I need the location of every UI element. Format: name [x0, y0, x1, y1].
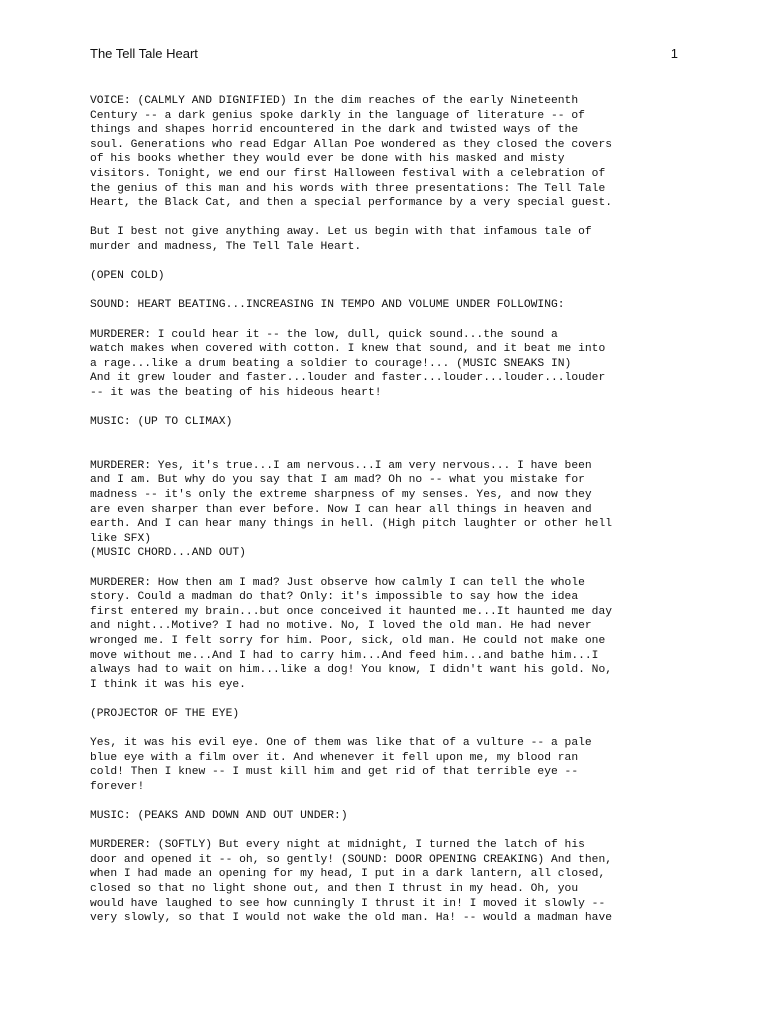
- page-number: 1: [670, 46, 678, 61]
- script-body: [90, 94, 690, 940]
- paragraph-evil-eye: Yes, it was his evil eye. One of them was like that of a vulture -- a pale blue eye with a film over it. And whenever it fell upon me, my blood ran cold! Then I knew -- I must kill him and get rid of that terrible eye -- forever!: [90, 737, 592, 793]
- paragraph-voice-intro: VOICE: (CALMLY AND DIGNIFIED) In the dim reaches of the early Nineteenth Century -- a dark genius spoke darkly in the language of literature -- of things and shapes horrid encountered in the dark and twisted ways of the soul. Generations who read Edgar Allan Poe wondered as they closed the covers of his books whether they would ever be done with his masked and misty visitors. Tonight, we end our first Halloween festival with a celebration of the genius of this man and his words with three presentations: The Tell Tale Heart, the Black Cat, and then a special performance by a very special guest.: [90, 95, 613, 210]
- stage-direction-open-cold: (OPEN COLD): [90, 270, 165, 283]
- sound-cue-heart-beating: SOUND: HEART BEATING...INCREASING IN TEMPO AND VOLUME UNDER FOLLOWING:: [90, 299, 565, 312]
- paragraph-murderer-1: MURDERER: I could hear it -- the low, dull, quick sound...the sound a watch makes when covered with cotton. I knew that sound, and it beat me into a rage...like a drum beating a soldier to courage!... (MUSIC SNEAKS IN) And it grew louder and faster...louder and faster...louder...louder...louder -- it was the beating of his hideous heart!: [90, 328, 606, 399]
- music-cue-up-to-climax: MUSIC: (UP TO CLIMAX): [90, 416, 233, 429]
- music-cue-peaks: MUSIC: (PEAKS AND DOWN AND OUT UNDER:): [90, 810, 348, 823]
- stage-direction-projector: (PROJECTOR OF THE EYE): [90, 707, 240, 720]
- paragraph-voice-continue: But I best not give anything away. Let us begin with that infamous tale of murder and madness, The Tell Tale Heart.: [90, 226, 592, 253]
- paragraph-murderer-3: MURDERER: How then am I mad? Just observe how calmly I can tell the whole story. Could a madman do that? Only: it's impossible to say how the idea first entered my brain...but once conceived it haunted me...It haunted me day and night...Motive? I had no motive. No, I loved the old man. He had never wronged me. I felt sorry for him. Poor, sick, old man. He could not make one move without me...And I had to carry him...And feed him...and bathe him...I always had to wait on him...like a dog! You know, I didn't want his gold. No, I think it was his eye.: [90, 576, 613, 691]
- document-title: The Tell Tale Heart: [90, 46, 198, 61]
- paragraph-murderer-4: MURDERER: (SOFTLY) But every night at midnight, I turned the latch of his door and opened it -- oh, so gently! (SOUND: DOOR OPENING CREAKING) And then, when I had made an opening for my head, I put in a dark lantern, all closed, closed so that no light shone out, and then I thrust in my head. Oh, you would have laughed to see how cunningly I thrust it in! I moved it slowly -- very slowly, so that I would not wake the old man. Ha! -- would a madman have: [90, 839, 613, 925]
- paragraph-murderer-2: MURDERER: Yes, it's true...I am nervous...I am very nervous... I have been and I am. But why do you say that I am mad? Oh no -- what you mistake for madness -- it's only the extreme sharpness of my senses. Yes, and now they are even sharper than ever before. Now I can hear all things in heaven and earth. And I can hear many things in hell. (High pitch laughter or other hell like SFX) (MUSIC CHORD...AND OUT): [90, 459, 613, 560]
